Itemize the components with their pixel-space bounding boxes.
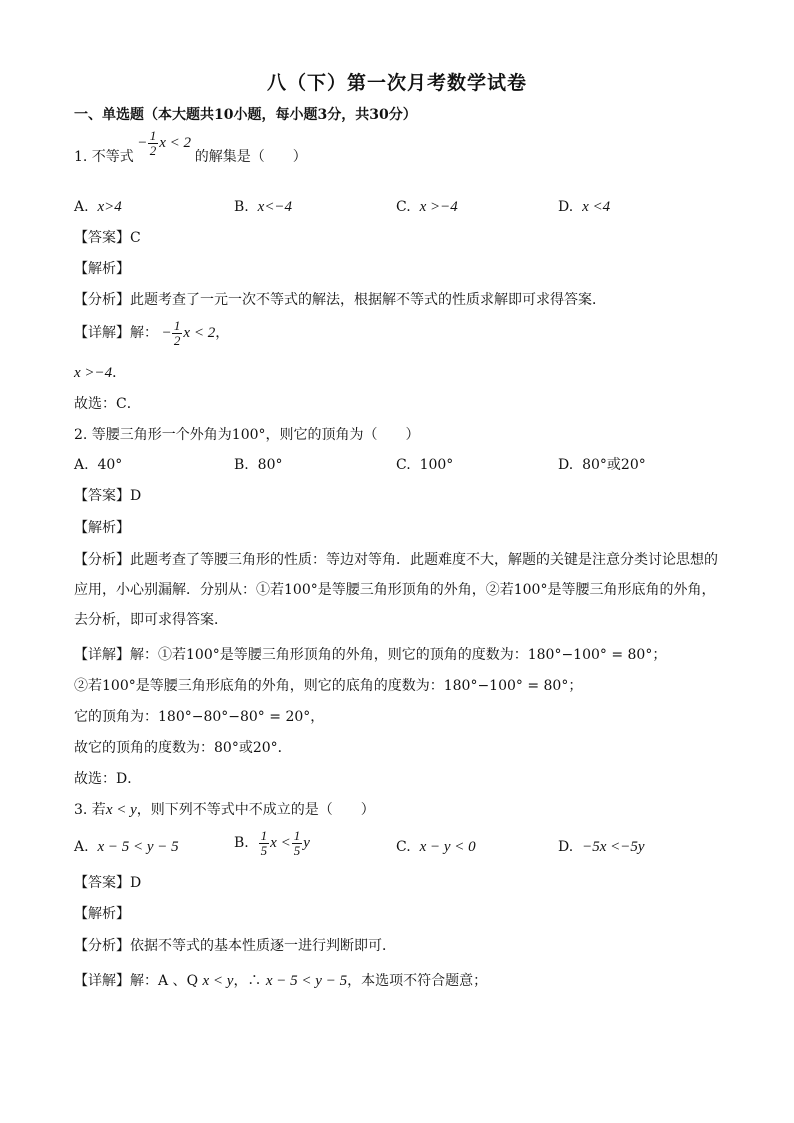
q3-analysis-label: 【解析】 <box>74 906 130 922</box>
question-1-stem <box>74 128 307 174</box>
fraction: $\frac{1}{5}$ <box>293 828 301 859</box>
q3-option-c: C. x − y < 0 <box>396 839 476 855</box>
q3-option-d: D. −5x <−5y <box>558 839 645 855</box>
q1-answer: 【答案】C <box>74 230 141 246</box>
q2-detail-3: 它的顶角为：180°−80°−80° = 20°， <box>74 709 325 725</box>
question-2-stem: 2. 等腰三角形一个外角为100°，则它的顶角为（ ） <box>74 427 420 443</box>
question-1-expression: − $\frac{1}{2}$ x < 2 <box>138 128 192 159</box>
q2-answer: 【答案】D <box>74 488 142 504</box>
fraction: $\frac{1}{2}$ <box>173 318 181 349</box>
q1-step2: x >−4． <box>74 365 127 381</box>
q1-choose: 故选：C． <box>74 396 141 412</box>
q2-option-a: A. 40° <box>74 457 123 473</box>
fraction: $\frac{1}{5}$ <box>260 828 268 859</box>
q3-fenxi: 【分析】依据不等式的基本性质逐一进行判断即可． <box>74 938 396 954</box>
question-1-suffix: 的解集是（ ） <box>194 149 307 165</box>
fraction: $\frac{1}{2}$ <box>149 128 157 159</box>
q2-detail-1: 【详解】解：①若100°是等腰三角形顶角的外角，则它的顶角的度数为：180°−100° = 80°； <box>74 647 667 663</box>
q3-option-a: A. x − 5 < y − 5 <box>74 839 179 855</box>
q2-detail-2: ②若100°是等腰三角形底角的外角，则它的底角的度数为：180°−100° = 80°； <box>74 678 583 694</box>
q2-option-c: C. 100° <box>396 457 454 473</box>
q1-analysis-label: 【解析】 <box>74 261 130 277</box>
q2-choose: 故选：D． <box>74 771 142 787</box>
q2-detail-4: 故它的顶角的度数为：80°或20°． <box>74 740 292 756</box>
q1-fenxi: 【分析】此题考查了一元一次不等式的解法，根据解不等式的性质求解即可求得答案． <box>74 292 606 308</box>
q1-option-b: B. x<−4 <box>234 199 293 215</box>
q1-detail: 【详解】解： − $\frac{1}{2}$ x < 2， <box>74 318 230 349</box>
q3-answer: 【答案】D <box>74 875 142 891</box>
q2-fenxi: 【分析】此题考查了等腰三角形的性质：等边对等角．此题难度不大，解题的关键是注意分类讨论思想的应用，小心别漏解．分别从：①若100°是等腰三角形顶角的外角，②若100°是等腰三角形底角的外角，去分析，即可求得答案． <box>74 552 718 628</box>
q1-option-d: D. x <4 <box>558 199 611 215</box>
question-1-prefix: 1. 不等式 <box>74 149 134 165</box>
q2-option-b: B. 80° <box>234 457 283 473</box>
q1-option-a: A. x>4 <box>74 199 122 215</box>
q1-detail-expression: − $\frac{1}{2}$ x < 2 <box>162 318 216 349</box>
page-title: 八（下）第一次月考数学试卷 <box>266 72 527 94</box>
q1-option-c: C. x >−4 <box>396 199 458 215</box>
q2-option-d: D. 80°或20° <box>558 457 646 473</box>
q2-analysis-label: 【解析】 <box>74 520 130 536</box>
q3-option-b: B. $\frac{1}{5}$ x < $\frac{1}{5}$ y <box>234 828 310 859</box>
question-3-stem: 3. 若x < y，则下列不等式中不成立的是（ ） <box>74 802 375 818</box>
q3-detail: 【详解】解：A 、Q x < y，∴ x − 5 < y − 5，本选项不符合题意； <box>74 973 488 989</box>
section-heading: 一、单选题（本大题共10小题，每小题3分，共30分） <box>74 107 417 123</box>
